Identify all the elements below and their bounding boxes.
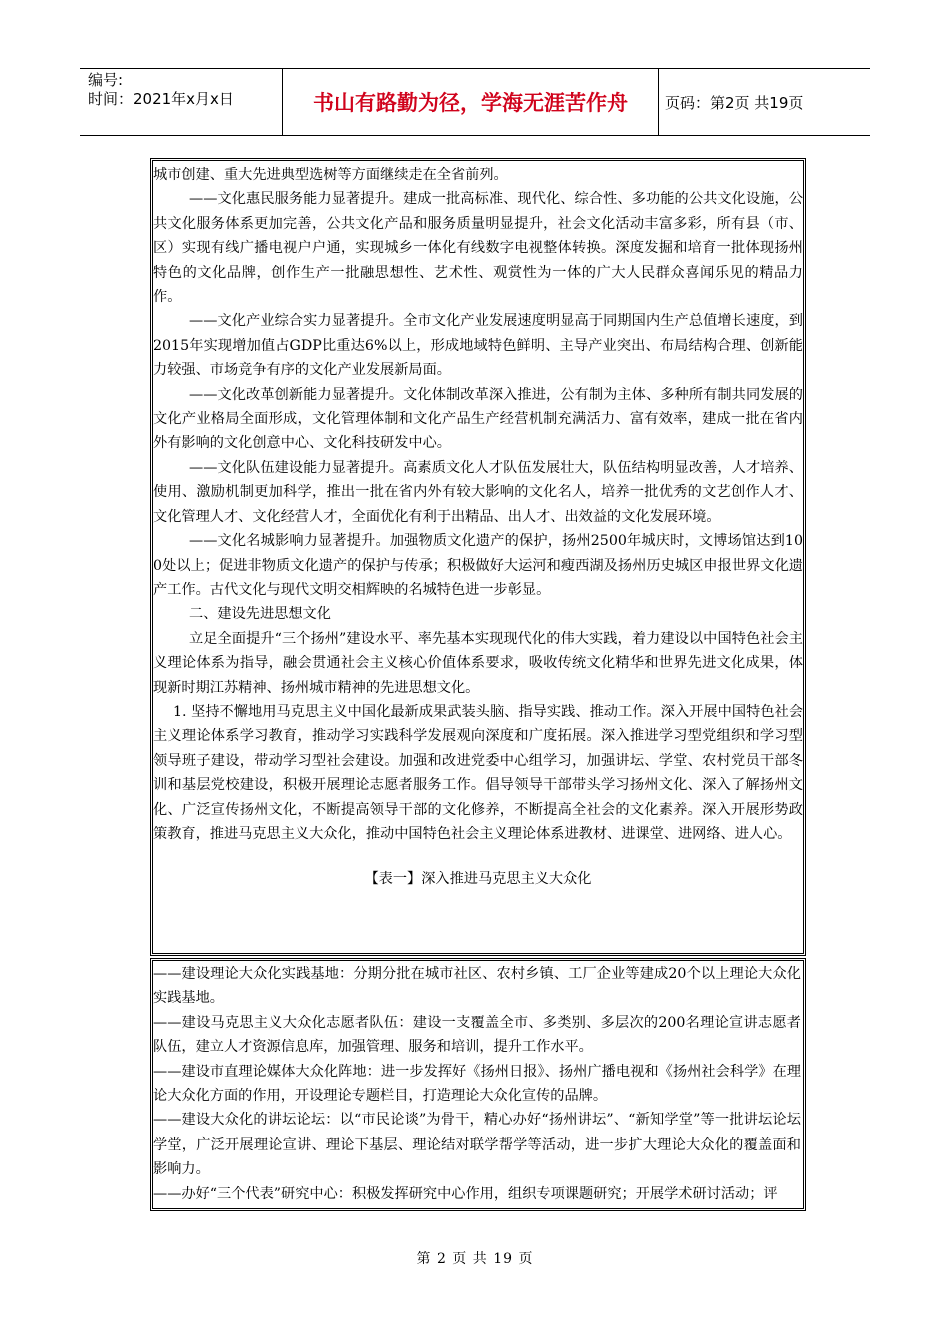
- header-page-label: 页码：第2页 共19页: [665, 93, 804, 112]
- page-header: [80, 68, 870, 136]
- paragraph: 立足全面提升“三个扬州”建设水平、率先基本实现现代化的伟大实践，着力建设以中国特色社会主义理论体系为指导，融会贯通社会主义核心价值体系要求，吸收传统文化精华和世界先进文化成果，体现新时期江苏精神、扬州城市精神的先进思想文化。: [153, 630, 803, 696]
- header-meta: [80, 69, 283, 135]
- section-heading: 二、建设先进思想文化: [189, 606, 331, 623]
- paragraph: ——文化改革创新能力显著提升。文化体制改革深入推进，公有制为主体、多种所有制共同发展的文化产业格局全面形成，文化管理体制和文化产品生产经营机制充满活力、富有效率，建成一批在省内外有影响的文化创意中心、文化科技研发中心。: [153, 386, 803, 452]
- table-item: ——建设大众化的讲坛论坛：以“市民论谈”为骨干，精心办好“扬州讲坛”、“新知学堂”等一批讲坛论坛学堂，广泛开展理论宣讲、理论下基层、理论结对联学帮学等活动，进一步扩大理论大众化的覆盖面和影响力。: [153, 1112, 801, 1178]
- page-footer: 第 2 页 共 19 页: [416, 1251, 534, 1267]
- content-box: [150, 158, 806, 956]
- paragraph: ——文化队伍建设能力显著提升。高素质文化人才队伍发展壮大，队伍结构明显改善，人才培养、使用、激励机制更加科学，推出一批在省内外有较大影响的文化名人，培养一批优秀的文艺创作人才、文化管理人才、文化经营人才，全面优化有利于出精品、出人才、出效益的文化发展环境。: [153, 459, 803, 525]
- table-box: [150, 958, 806, 1211]
- paragraph: ——文化名城影响力显著提升。加强物质文化遗产的保护，扬州2500年城庆时，文博场馆达到100处以上；促进非物质文化遗产的保护与传承；积极做好大运河和瘦西湖及扬州历史城区申报世界文化遗产工作。古代文化与现代文明交相辉映的名城特色进一步彰显。: [153, 533, 803, 598]
- document-time-label: 时间：2021年x月x日: [88, 90, 234, 108]
- paragraph: ——文化产业综合实力显著提升。全市文化产业发展速度明显高于同期国内生产总值增长速度，到2015年实现增加值占GDP比重达6%以上，形成地域特色鲜明、主导产业突出、布局结构合理、创新能力较强、市场竞争有序的文化产业发展新局面。: [153, 313, 803, 379]
- header-motto: 书山有路勤为径，学海无涯苦作舟: [283, 69, 659, 135]
- paragraph: 城市创建、重大先进典型选树等方面继续走在全省前列。: [153, 167, 508, 183]
- table-item: ——办好“三个代表”研究中心：积极发挥研究中心作用，组织专项课题研究；开展学术研讨活动；评: [153, 1185, 778, 1202]
- document-number-label: 编号:: [88, 71, 124, 89]
- paragraph: ——文化惠民服务能力显著提升。建成一批高标准、现代化、综合性、多功能的公共文化设施，公共文化服务体系更加完善，公共文化产品和服务质量明显提升，社会文化活动丰富多彩，所有县（市、区）实现有线广播电视户户通，实现城乡一体化有线数字电视整体转换。深度发掘和培育一批体现扬州特色的文化品牌，创作生产一批融思想性、艺术性、观赏性为一体的广大人民群众喜闻乐见的精品力作。: [153, 191, 803, 306]
- table-item: ——建设理论大众化实践基地：分期分批在城市社区、农村乡镇、工厂企业等建成20个以上理论大众化实践基地。: [153, 966, 801, 1007]
- table-item: ——建设市直理论媒体大众化阵地：进一步发挥好《扬州日报》、扬州广播电视和《扬州社会科学》在理论大众化方面的作用，开设理论专题栏目，打造理论大众化宣传的品牌。: [153, 1063, 801, 1105]
- paragraph: 1. 坚持不懈地用马克思主义中国化最新成果武装头脑、指导实践、推动工作。深入开展中国特色社会主义理论体系学习教育，推动学习实践科学发展观向深度和广度拓展。深入推进学习型党组织和学习型领导班子建设，带动学习型社会建设。加强和改进党委中心组学习，加强讲坛、学堂、农村党员干部冬训和基层党校建设，积极开展理论志愿者服务工作。倡导领导干部带头学习扬州文化、深入了解扬州文化、广泛宣传扬州文化，不断提高领导干部的文化修养，不断提高全社会的文化素养。深入开展形势政策教育，推进马克思主义大众化，推动中国特色社会主义理论体系进教材、进课堂、进网络、进人心。: [153, 703, 803, 842]
- table-item: ——建设马克思主义大众化志愿者队伍：建设一支覆盖全市、多类别、多层次的200名理论宣讲志愿者队伍，建立人才资源信息库，加强管理、服务和培训，提升工作水平。: [153, 1014, 801, 1056]
- table-caption: 【表一】深入推进马克思主义大众化: [364, 871, 592, 888]
